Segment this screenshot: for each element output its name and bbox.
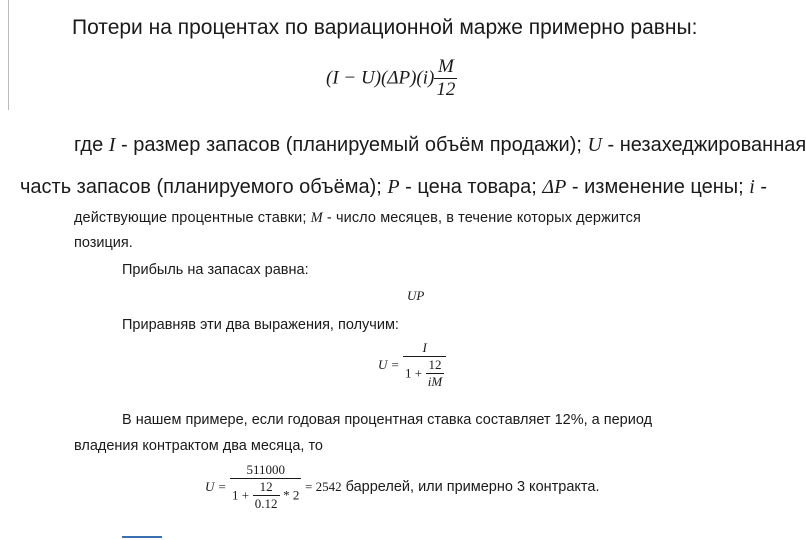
formula-4-inner-fraction (426, 357, 444, 390)
formula-4-inner-den: iM (427, 374, 443, 389)
symbol-delta-P: ΔP (542, 176, 567, 198)
formula-4-den (403, 356, 446, 390)
paragraph-example-2: владения контрактом два месяца, то (74, 438, 323, 454)
definition-line-1 (74, 134, 806, 157)
bottom-accent-bar (122, 536, 162, 538)
formula-5-inner-den: 0.12 (254, 496, 278, 511)
formula-u-general (378, 340, 446, 390)
formula-5-num: 511000 (246, 462, 285, 477)
formula-1-den: 12 (436, 79, 456, 100)
formula-5-den-lead: 1 + (232, 487, 250, 503)
formula-1-fraction (434, 56, 457, 101)
formula-5-den (230, 478, 301, 512)
text-segment: - цена товара; (399, 176, 543, 198)
formula-profit: UP (407, 288, 425, 303)
symbol-U: U (587, 134, 602, 156)
formula-5-inner-fraction (253, 479, 280, 512)
text-segment: действующие процентные ставки; (74, 210, 311, 226)
formula-4-inner-num: 12 (428, 357, 442, 372)
definition-line-3 (74, 210, 641, 227)
formula-1-num: M (437, 56, 454, 77)
text-segment: - изменение цены; (566, 176, 750, 198)
text-segment: - размер запасов (планируемый объём продажи); (115, 134, 588, 156)
paragraph-equate: Приравняв эти два выражения, получим: (122, 317, 399, 333)
definition-line-2 (20, 176, 767, 199)
formula-5-inner-num: 12 (259, 479, 273, 494)
symbol-i: i (749, 176, 755, 198)
formula-1-base: (I − U)(ΔP)(i) (326, 67, 435, 89)
formula-interest-losses (326, 56, 457, 101)
text-segment: где (74, 134, 109, 156)
symbol-P: P (387, 176, 400, 198)
text-segment: - (754, 176, 768, 198)
formula-5-result: = 2542 (305, 479, 342, 494)
formula-4-fraction (403, 340, 446, 390)
symbol-I: I (108, 134, 116, 156)
text-segment: - незахеджированная (601, 134, 806, 156)
formula-4-den-lead: 1 + (405, 365, 423, 381)
text-segment: - число месяцев, в течение которых держится (322, 210, 641, 226)
formula-5-fraction (230, 462, 301, 512)
formula-4-lhs: U = (378, 357, 400, 372)
formula-u-example (205, 462, 600, 512)
formula-4-num: I (422, 340, 427, 355)
heading-line-1: Потери на процентах по вариационной марже примерно равны: (72, 16, 698, 39)
formula-5-tail-text: баррелей, или примерно 3 контракта. (341, 479, 600, 495)
left-edge-line (8, 0, 9, 110)
paragraph-profit: Прибыль на запасах равна: (122, 262, 309, 278)
formula-5-lhs: U = (205, 479, 227, 494)
text-segment: часть запасов (планируемого объёма); (20, 176, 388, 198)
formula-5-mult: * 2 (283, 487, 300, 503)
symbol-M: M (310, 210, 323, 226)
paragraph-example-1: В нашем примере, если годовая процентная ставка составляет 12%, а период (122, 412, 653, 428)
definition-line-4: позиция. (74, 235, 133, 251)
